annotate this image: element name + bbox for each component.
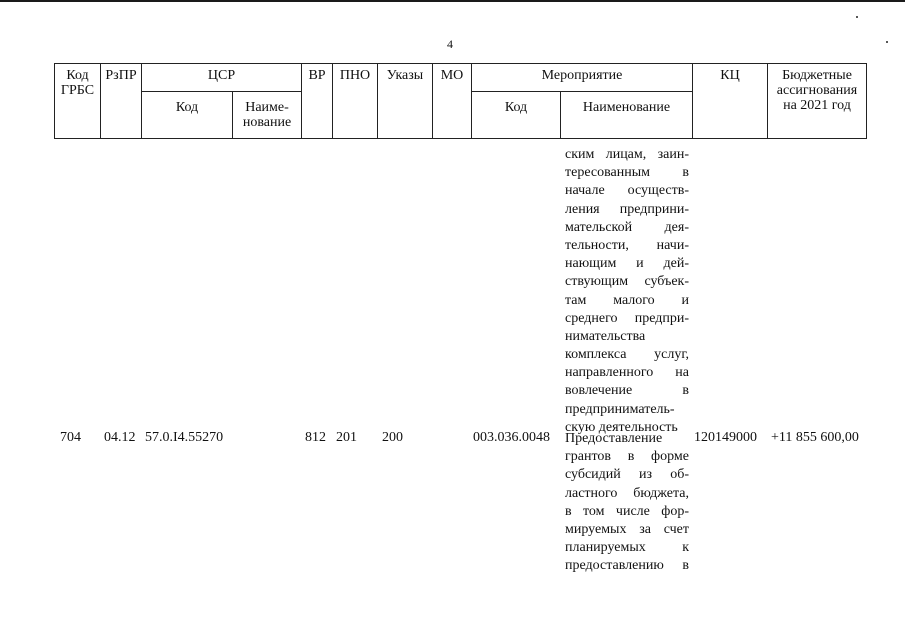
header-meropriyatie: Мероприятие (541, 68, 623, 83)
header-pno: ПНО (339, 68, 371, 83)
row-kc: 120149000 (694, 430, 757, 445)
row-ukazy: 200 (382, 430, 403, 445)
header-mo: МО (440, 68, 464, 83)
header-csr-name: Наиме- нование (242, 100, 292, 130)
row-mer-name: Предоставление грантов в форме субсидий из об- ластного бюджета, в том числе фор- мируемых за счет планируемых к предоставлению в (565, 431, 689, 574)
header-mer-kod: Код (504, 100, 528, 115)
row-rzpr: 04.12 (104, 430, 136, 445)
scan-speck (886, 41, 888, 43)
page-number: 4 (447, 37, 453, 51)
row-amount: +11 855 600,00 (771, 430, 859, 445)
continued-description: ским лицам, заин- тересованным в начале осуществ- ления предприни- мательской дея- тельности, начи- нающим и дей- ствующим субъек- там малого и среднего предпри- нимательства комплекса услуг, направленного на вовлечение в предприниматель- скую деятельность (565, 147, 689, 435)
header-budget: Бюджетные ассигнования на 2021 год (776, 68, 858, 113)
scan-top-edge (0, 0, 905, 2)
row-mer-kod: 003.036.0048 (473, 430, 550, 445)
row-csr-kod: 57.0.I4.55270 (145, 430, 224, 445)
header-rzpr: РзПР (105, 68, 137, 83)
header-ukazy: Указы (386, 68, 424, 83)
header-vr: ВР (308, 68, 326, 83)
header-kod-grbs: Код ГРБС (60, 68, 95, 98)
header-csr-kod: Код (175, 100, 199, 115)
scan-speck (856, 16, 858, 18)
row-kod-grbs: 704 (60, 430, 81, 445)
header-mer-name: Наименование (582, 100, 671, 115)
header-csr: ЦСР (207, 68, 236, 83)
row-pno: 201 (336, 430, 357, 445)
row-vr: 812 (305, 430, 326, 445)
header-kc: КЦ (720, 68, 740, 83)
